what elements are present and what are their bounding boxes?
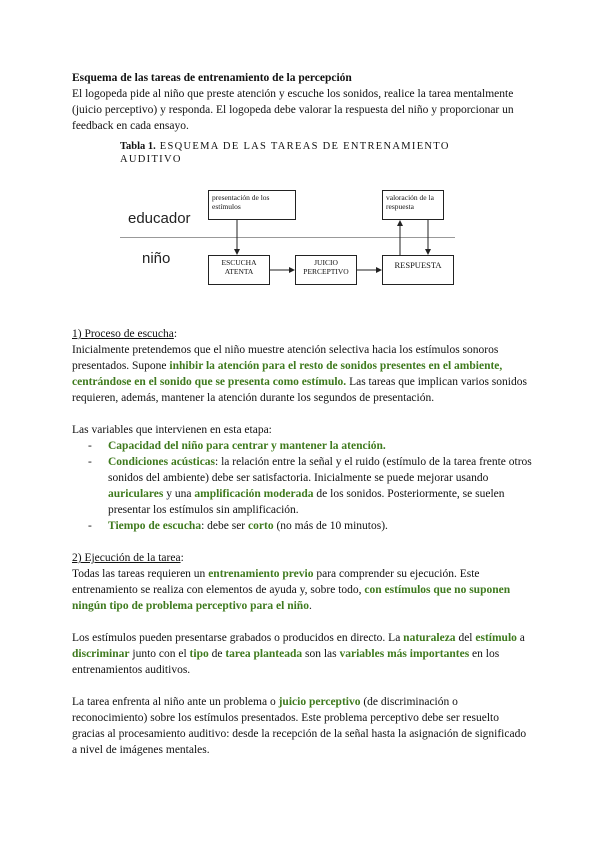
box-respuesta: RESPUESTA xyxy=(382,255,454,285)
s2-p1-c: para comprender su ejecución. Este entrenamiento se realiza con elementos de ayuda y, sobre todo, xyxy=(72,568,480,596)
s1-b3-b: : debe ser xyxy=(201,520,249,532)
s2-p1-a: Todas las tareas requieren un xyxy=(72,568,209,580)
caption-text: ESQUEMA DE LAS TAREAS DE ENTRENAMIENTO AUDITIVO xyxy=(120,141,450,165)
box-juicio: JUICIO PERCEPTIVO xyxy=(295,255,357,285)
s2-p2-d: estímulo xyxy=(475,632,517,644)
s1-b2-b: : la relación entre la señal y el ruido (estímulo de la tarea frente otros sonidos del ambiente) debe ser satisfactoria. Inicialmente se puede mejorar usando xyxy=(108,456,532,484)
s1-b2-d: y una xyxy=(163,488,195,500)
s2-p3-b: juicio perceptivo xyxy=(278,696,361,708)
s1-paragraph-2: Las variables que intervienen en esta etapa: xyxy=(72,424,272,436)
s2-paragraph-3 xyxy=(72,694,532,758)
doc-heading: Esquema de las tareas de entrenamiento de la percepción xyxy=(72,72,352,84)
s1-b2-e: amplificación moderada xyxy=(194,488,314,500)
s1-b2-f: de los sonidos. Posteriormente, se suelen presentar los estímulos sin amplificación. xyxy=(108,488,505,516)
document-body xyxy=(72,70,532,134)
s2-p2-j: tarea planteada xyxy=(225,648,303,660)
s2-p2-a: Los estímulos pueden presentarse grabados o producidos en directo. La xyxy=(72,632,404,644)
section-1 xyxy=(72,326,532,758)
box-valoracion: valoración de la respuesta xyxy=(382,190,444,220)
s1-colon: : xyxy=(173,328,178,340)
box-escucha: ESCUCHA ATENTA xyxy=(208,255,270,285)
s1-p1-c: Las tareas que implican varios sonidos requieren, además, mantener la atención durante los segundos de presentación. xyxy=(72,376,527,404)
s2-p3-c: (de discriminación o reconocimiento) sobre los estímulos presentados. Este problema perceptivo debe ser resuelto gracias al procesamiento auditivo: desde la recepción de la señal hasta la asignación de significado a nivel de imágenes mentales. xyxy=(72,696,527,756)
s1-p1-a: Inicialmente pretendemos que el niño muestre atención selectiva hacia los estímulos sonoros presentados. Supone xyxy=(72,344,499,372)
s1-b3-d: (no más de 10 minutos). xyxy=(273,520,388,532)
s2-p2-g: junto con el xyxy=(129,648,190,660)
s2-p1-e: . xyxy=(308,600,312,612)
s2-p2-h: tipo xyxy=(189,648,209,660)
diagram-arrows xyxy=(120,140,460,290)
s2-p2-c: del xyxy=(455,632,476,644)
s1-b1: Capacidad del niño para centrar y mantener la atención. xyxy=(108,440,386,452)
s2-p2-m: en los entrenamientos auditivos. xyxy=(72,648,500,676)
s2-p2-e: a xyxy=(516,632,525,644)
row-label-educador: educador xyxy=(128,210,191,227)
s1-heading-line xyxy=(72,326,532,342)
s2-heading-line xyxy=(72,550,532,566)
s1-p1-b: inhibir la atención para el resto de sonidos presentes en el ambiente, centrándose en el sonido que se presenta como estímulo. xyxy=(72,360,503,388)
s2-paragraph-1 xyxy=(72,566,532,614)
s2-heading: 2) Ejecución de la tarea xyxy=(72,552,181,564)
list-item xyxy=(108,518,532,534)
s1-b3-c: corto xyxy=(248,520,274,532)
s2-p2-i: de xyxy=(208,648,226,660)
s1-b2-c: auriculares xyxy=(108,488,164,500)
list-item xyxy=(108,438,532,454)
intro-paragraph: El logopeda pide al niño que preste atención y escuche los sonidos, realice la tarea mentalmente (juicio perceptivo) y responda. El logopeda debe valorar la respuesta del niño y proporcionar un feedback en cada ensayo. xyxy=(72,88,514,132)
s1-b2-a: Condiciones acústicas xyxy=(108,456,216,468)
s1-heading: 1) Proceso de escucha xyxy=(72,328,174,340)
list-item xyxy=(108,454,532,518)
box-presentacion: presentación de los estímulos xyxy=(208,190,296,220)
row-label-nino: niño xyxy=(142,250,171,267)
s2-p2-f: discriminar xyxy=(72,648,130,660)
diagram-figure xyxy=(120,140,460,290)
s2-p1-b: entrenamiento previo xyxy=(208,568,314,580)
s2-p2-b: naturaleza xyxy=(403,632,456,644)
s2-p2-l: variables más importantes xyxy=(339,648,470,660)
s1-variable-list xyxy=(72,438,532,534)
s2-paragraph-2 xyxy=(72,630,532,678)
s2-p3-a: La tarea enfrenta al niño ante un problema o xyxy=(72,696,279,708)
s1-b3-a: Tiempo de escucha xyxy=(108,520,202,532)
caption-label: Tabla 1. xyxy=(120,141,156,152)
s2-p1-d: con estímulos que no suponen ningún tipo de problema perceptivo para el niño xyxy=(72,584,511,612)
s2-colon: : xyxy=(180,552,184,564)
s2-p2-k: son las xyxy=(302,648,340,660)
s1-paragraph-1 xyxy=(72,342,532,406)
